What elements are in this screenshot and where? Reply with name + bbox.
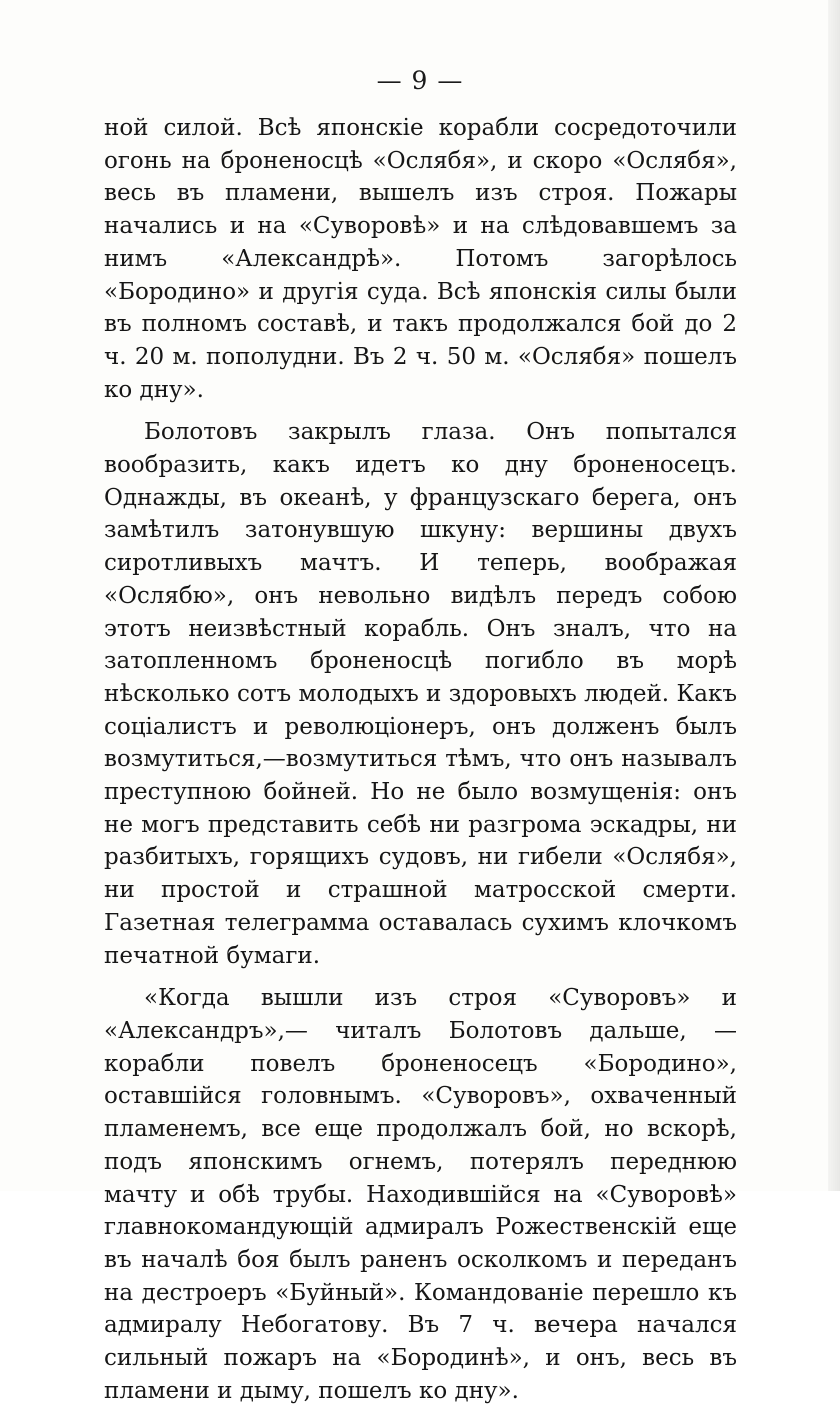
page-number: — 9 —	[376, 66, 464, 95]
paragraph: Болотовъ закрылъ глаза. Онъ попытался вообразить, какъ идетъ ко дну броненосецъ. Однажды, въ океанѣ, у французскаго берега, онъ замѣтилъ затонувшую шкуну: вершины двухъ сиротливыхъ мачтъ. И теперь, воображая «Ослябю», онъ невольно видѣлъ передъ собою этотъ неизвѣстный корабль. Онъ зналъ, что на затопленномъ броненосцѣ погибло въ морѣ нѣсколько сотъ молодыхъ и здоровыхъ людей. Какъ соціалистъ и революціонеръ, онъ долженъ былъ возмутиться,—возмутиться тѣмъ, что онъ называлъ преступною бойней. Но не было возмущенія: онъ не могъ представить себѣ ни разгрома эскадры, ни разбитыхъ, горящихъ судовъ, ни гибели «Ослябя», ни простой и страшной матросской смерти. Газетная телеграмма оставалась сухимъ клочкомъ печатной бумаги.	[104, 419, 737, 969]
paragraph: «Когда вышли изъ строя «Суворовъ» и «Александръ»,— читалъ Болотовъ дальше, — корабли повелъ броненосецъ «Бородино», оставшійся головнымъ. «Суворовъ», охваченный пламенемъ, все еще продолжалъ бой, но вскорѣ, подъ японскимъ огнемъ, потерялъ переднюю мачту и обѣ трубы. Находившійся на «Суворовѣ» главнокомандующій адмиралъ Рожественскій еще въ началѣ боя былъ раненъ осколкомъ и переданъ на дестроеръ «Буйный». Командованіе перешло къ адмиралу Небогатову. Въ 7 ч. вечера начался сильный пожаръ на «Бородинѣ», и онъ, весь въ пламени и дыму, пошелъ ко дну».	[104, 985, 737, 1404]
paragraph-continuation: ной силой. Всѣ японскіе корабли сосредоточили огонь на броненосцѣ «Ослябя», и скоро «Ослябя», весь въ пламени, вышелъ изъ строя. Пожары начались и на «Суворовѣ» и на слѣдовавшемъ за нимъ «Александрѣ». Потомъ загорѣлось «Бородино» и другія суда. Всѣ японскія силы были въ полномъ составѣ, и такъ продолжался бой до 2 ч. 20 м. пополудни. Въ 2 ч. 50 м. «Ослябя» пошелъ ко дну».	[104, 115, 737, 403]
page-edge-shadow	[828, 0, 840, 1191]
body-text	[104, 112, 737, 1417]
